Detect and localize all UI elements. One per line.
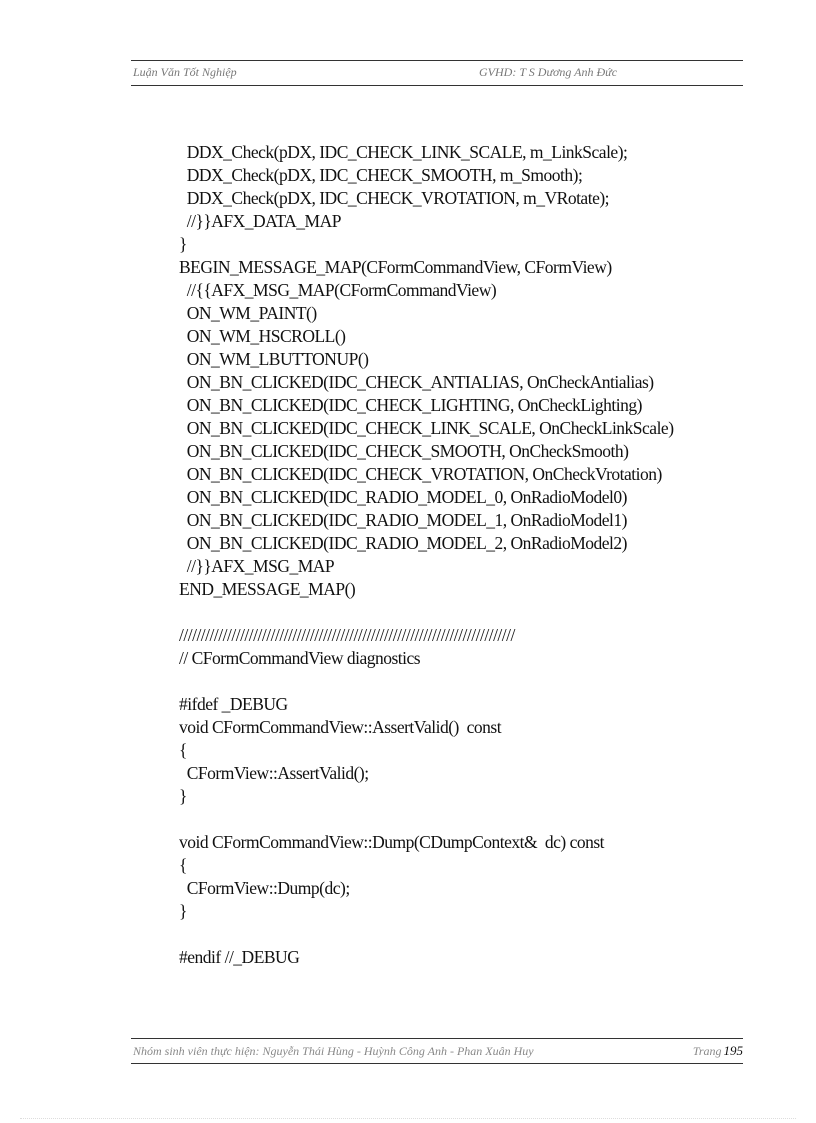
- code-line: }: [179, 234, 187, 254]
- page-edge-divider: [20, 1118, 796, 1119]
- code-line: {: [179, 740, 187, 760]
- code-line: ON_BN_CLICKED(IDC_CHECK_LIGHTING, OnCheckLighting): [179, 395, 642, 415]
- code-line: ON_BN_CLICKED(IDC_RADIO_MODEL_1, OnRadioModel1): [179, 510, 627, 530]
- code-line: [179, 923, 674, 946]
- code-line: #endif //_DEBUG: [179, 947, 300, 967]
- code-line: [179, 670, 674, 693]
- page-footer: [131, 1038, 743, 1064]
- code-line: //}}AFX_DATA_MAP: [179, 211, 341, 231]
- code-line: DDX_Check(pDX, IDC_CHECK_LINK_SCALE, m_LinkScale);: [179, 142, 628, 162]
- code-line: BEGIN_MESSAGE_MAP(CFormCommandView, CFormView): [179, 257, 612, 277]
- code-line: ON_WM_LBUTTONUP(): [179, 349, 369, 369]
- code-line: // CFormCommandView diagnostics: [179, 648, 421, 668]
- code-line: ON_BN_CLICKED(IDC_CHECK_LINK_SCALE, OnCheckLinkScale): [179, 418, 674, 438]
- code-line: ON_BN_CLICKED(IDC_CHECK_SMOOTH, OnCheckSmooth): [179, 441, 629, 461]
- code-line: #ifdef _DEBUG: [179, 694, 288, 714]
- code-line: CFormView::AssertValid();: [179, 763, 369, 783]
- code-line: void CFormCommandView::Dump(CDumpContext& dc) const: [179, 832, 605, 852]
- code-line: CFormView::Dump(dc);: [179, 878, 350, 898]
- footer-authors: Nhóm sinh viên thực hiện: Nguyễn Thái Hùng - Huỳnh Công Anh - Phan Xuân Huy: [133, 1044, 534, 1058]
- code-line: {: [179, 855, 187, 875]
- code-line: //{{AFX_MSG_MAP(CFormCommandView): [179, 280, 497, 300]
- code-line: [179, 601, 674, 624]
- code-line: [179, 808, 674, 831]
- header-advisor: GVHD: T S Dương Anh Đức: [479, 65, 618, 79]
- code-line: /////////////////////////////////////////////////////////////////////////////: [179, 625, 515, 645]
- code-line: }: [179, 901, 187, 921]
- code-line: //}}AFX_MSG_MAP: [179, 556, 335, 576]
- page-number: 195: [723, 1043, 743, 1058]
- page-header: [131, 60, 743, 86]
- code-line: ON_WM_PAINT(): [179, 303, 317, 323]
- code-listing: [179, 141, 674, 969]
- page-label: Trang: [692, 1044, 722, 1058]
- code-line: }: [179, 786, 187, 806]
- code-line: void CFormCommandView::AssertValid() const: [179, 717, 502, 737]
- code-line: ON_WM_HSCROLL(): [179, 326, 346, 346]
- code-line: ON_BN_CLICKED(IDC_CHECK_ANTIALIAS, OnCheckAntialias): [179, 372, 654, 392]
- code-line: DDX_Check(pDX, IDC_CHECK_VROTATION, m_VRotate);: [179, 188, 610, 208]
- footer-page: [693, 1043, 743, 1059]
- code-line: ON_BN_CLICKED(IDC_CHECK_VROTATION, OnCheckVrotation): [179, 464, 662, 484]
- code-line: DDX_Check(pDX, IDC_CHECK_SMOOTH, m_Smooth);: [179, 165, 583, 185]
- code-line: ON_BN_CLICKED(IDC_RADIO_MODEL_0, OnRadioModel0): [179, 487, 627, 507]
- code-line: ON_BN_CLICKED(IDC_RADIO_MODEL_2, OnRadioModel2): [179, 533, 627, 553]
- code-line: END_MESSAGE_MAP(): [179, 579, 356, 599]
- header-thesis-title: Luận Văn Tốt Nghiệp: [133, 65, 237, 79]
